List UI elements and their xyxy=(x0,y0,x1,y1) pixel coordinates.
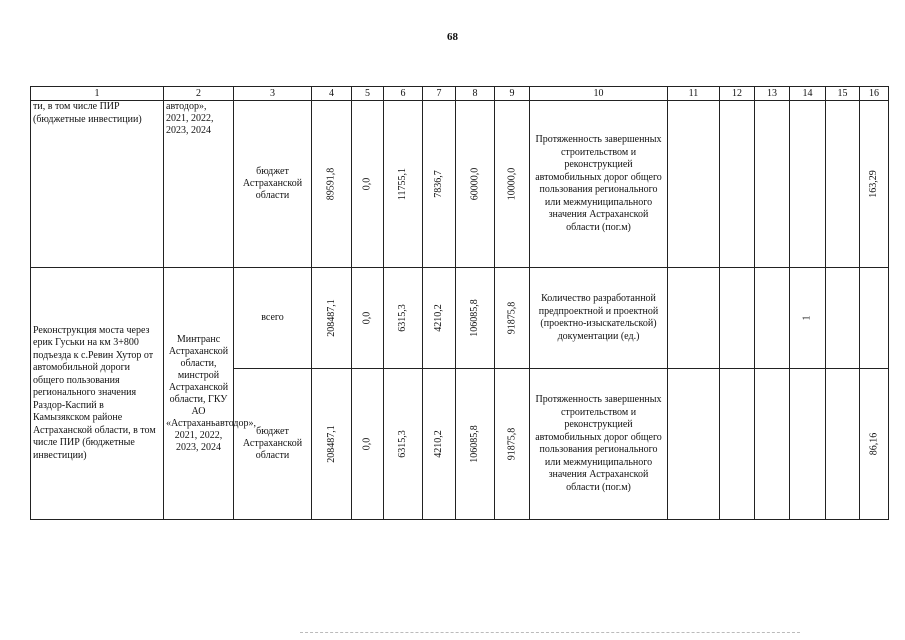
table-row xyxy=(31,268,889,369)
value-cell xyxy=(384,369,423,520)
value-cell xyxy=(352,101,384,268)
object-name-cell: ти, в том числе ПИР (бюджетные инвестиции) xyxy=(31,101,164,268)
empty-cell xyxy=(860,268,889,369)
value-text: 91875,8 xyxy=(506,427,517,461)
value-text: 11755,1 xyxy=(396,167,408,201)
empty-cell xyxy=(826,369,860,520)
value-text: 4210,2 xyxy=(433,430,444,458)
value-text: 86,16 xyxy=(868,432,879,456)
header-cell: 9 xyxy=(495,87,530,101)
funding-source-cell: всего xyxy=(234,268,312,369)
header-cell: 7 xyxy=(423,87,456,101)
value-cell xyxy=(790,268,826,369)
scan-artifact-line xyxy=(300,632,800,637)
funding-source-cell: бюджет Астраханской области xyxy=(234,101,312,268)
program-table xyxy=(30,86,889,520)
indicator-cell: Протяженность завершенных строительством и реконструкцией автомобильных дорог общего пользования регионального или межмуниципального значения Астраханской области (пог.м) xyxy=(530,369,668,520)
table-header-row xyxy=(31,87,889,101)
empty-cell xyxy=(790,369,826,520)
value-text: 6315,3 xyxy=(397,430,408,458)
indicator-cell: Количество разработанной предпроектной и проектной (проектно-изыскательской) документации (ед.) xyxy=(530,268,668,369)
value-text: 4210,2 xyxy=(433,304,444,332)
value-text: 0,0 xyxy=(361,177,373,191)
funding-source-cell: бюджет Астраханской области xyxy=(234,369,312,520)
empty-cell xyxy=(790,101,826,268)
header-cell: 5 xyxy=(352,87,384,101)
executor-cell: Минтранс Астраханской области, минстрой Астраханской области, ГКУ АО «Астраханьавтодор», 2021, 2022, 2023, 2024 xyxy=(164,268,234,520)
header-cell: 8 xyxy=(456,87,495,101)
empty-cell xyxy=(826,101,860,268)
object-name-cell: Реконструкция моста через ерик Гуськи на км 3+800 подъезда к с.Ревин Хутор от автомобильной дороги общего пользования регионального значения Раздор-Каспий в Камызякском районе Астраханской области, в том числе ПИР (бюджетные инвестиции) xyxy=(31,268,164,520)
empty-cell xyxy=(755,268,790,369)
executor-cell: автодор», 2021, 2022, 2023, 2024 xyxy=(164,101,234,268)
value-cell xyxy=(495,268,530,369)
header-cell: 12 xyxy=(720,87,755,101)
value-cell xyxy=(352,369,384,520)
table-row xyxy=(31,101,889,268)
header-cell: 6 xyxy=(384,87,423,101)
value-cell xyxy=(495,369,530,520)
value-cell xyxy=(860,369,889,520)
value-cell xyxy=(423,268,456,369)
value-cell xyxy=(384,101,423,268)
value-text: 106085,8 xyxy=(469,425,480,463)
header-cell: 3 xyxy=(234,87,312,101)
header-cell: 2 xyxy=(164,87,234,101)
value-text: 208487,1 xyxy=(325,299,337,337)
empty-cell xyxy=(826,268,860,369)
header-cell: 1 xyxy=(31,87,164,101)
value-text: 106085,8 xyxy=(469,299,480,337)
indicator-cell: Протяженность завершенных строительством и реконструкцией автомобильных дорог общего пользования регионального или межмуниципального значения Астраханской области (пог.м) xyxy=(530,101,668,268)
value-text: 208487,1 xyxy=(325,425,337,463)
empty-cell xyxy=(755,101,790,268)
value-cell xyxy=(352,268,384,369)
page-number: 68 xyxy=(447,31,458,43)
value-cell xyxy=(495,101,530,268)
header-cell: 10 xyxy=(530,87,668,101)
empty-cell xyxy=(720,369,755,520)
header-cell: 15 xyxy=(826,87,860,101)
value-text: 0,0 xyxy=(361,311,373,325)
empty-cell xyxy=(668,268,720,369)
empty-cell xyxy=(720,268,755,369)
value-cell xyxy=(456,369,495,520)
header-cell: 16 xyxy=(860,87,889,101)
value-text: 1 xyxy=(801,315,813,321)
header-cell: 13 xyxy=(755,87,790,101)
header-cell: 4 xyxy=(312,87,352,101)
header-cell: 14 xyxy=(790,87,826,101)
empty-cell xyxy=(720,101,755,268)
value-cell xyxy=(423,101,456,268)
value-cell xyxy=(384,268,423,369)
value-text: 6315,3 xyxy=(397,304,408,332)
value-text: 0,0 xyxy=(361,437,373,451)
value-cell xyxy=(456,101,495,268)
value-cell xyxy=(423,369,456,520)
value-text: 10000,0 xyxy=(506,167,517,201)
value-text: 89591,8 xyxy=(325,167,337,201)
value-text: 91875,8 xyxy=(506,301,517,335)
value-cell xyxy=(456,268,495,369)
value-cell xyxy=(860,101,889,268)
value-text: 60000,0 xyxy=(469,167,480,201)
value-text: 7836,7 xyxy=(433,170,444,198)
empty-cell xyxy=(755,369,790,520)
empty-cell xyxy=(668,369,720,520)
value-text: 163,29 xyxy=(868,170,879,198)
header-cell: 11 xyxy=(668,87,720,101)
value-cell xyxy=(312,369,352,520)
value-cell xyxy=(312,101,352,268)
empty-cell xyxy=(668,101,720,268)
value-cell xyxy=(312,268,352,369)
